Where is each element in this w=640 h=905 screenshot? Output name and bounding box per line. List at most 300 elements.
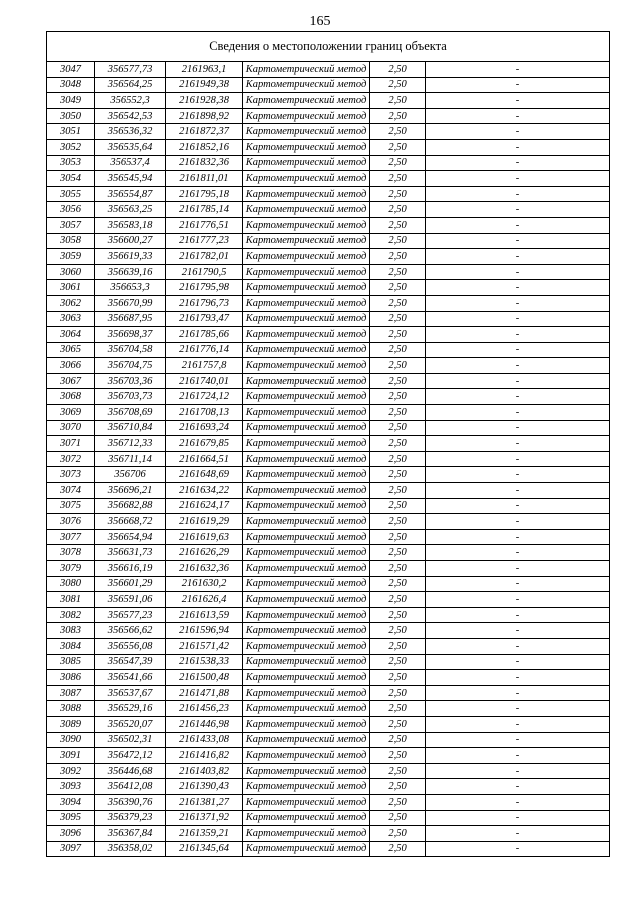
method-cell: Картометрический метод — [243, 202, 370, 218]
x-coordinate-cell: 356545,94 — [95, 171, 166, 187]
x-coordinate-cell: 356358,02 — [95, 841, 166, 857]
point-number-cell: 3076 — [47, 514, 95, 530]
y-coordinate-cell: 2161403,82 — [166, 763, 243, 779]
method-cell: Картометрический метод — [243, 498, 370, 514]
y-coordinate-cell: 2161708,13 — [166, 405, 243, 421]
description-cell: - — [426, 420, 610, 436]
point-number-cell: 3049 — [47, 93, 95, 109]
accuracy-cell: 2,50 — [370, 794, 426, 810]
x-coordinate-cell: 356703,73 — [95, 389, 166, 405]
accuracy-cell: 2,50 — [370, 93, 426, 109]
accuracy-cell: 2,50 — [370, 77, 426, 93]
point-number-cell: 3048 — [47, 77, 95, 93]
y-coordinate-cell: 2161626,4 — [166, 592, 243, 608]
point-number-cell: 3088 — [47, 701, 95, 717]
accuracy-cell: 2,50 — [370, 373, 426, 389]
x-coordinate-cell: 356639,16 — [95, 264, 166, 280]
accuracy-cell: 2,50 — [370, 841, 426, 857]
table-row — [47, 171, 610, 187]
accuracy-cell: 2,50 — [370, 139, 426, 155]
y-coordinate-cell: 2161785,66 — [166, 327, 243, 343]
description-cell: - — [426, 93, 610, 109]
accuracy-cell: 2,50 — [370, 826, 426, 842]
accuracy-cell: 2,50 — [370, 295, 426, 311]
x-coordinate-cell: 356698,37 — [95, 327, 166, 343]
table-row — [47, 654, 610, 670]
description-cell: - — [426, 295, 610, 311]
y-coordinate-cell: 2161679,85 — [166, 436, 243, 452]
description-cell: - — [426, 794, 610, 810]
point-number-cell: 3087 — [47, 685, 95, 701]
description-cell: - — [426, 249, 610, 265]
description-cell: - — [426, 670, 610, 686]
x-coordinate-cell: 356536,32 — [95, 124, 166, 140]
y-coordinate-cell: 2161664,51 — [166, 451, 243, 467]
x-coordinate-cell: 356520,07 — [95, 716, 166, 732]
point-number-cell: 3072 — [47, 451, 95, 467]
table-row — [47, 217, 610, 233]
x-coordinate-cell: 356535,64 — [95, 139, 166, 155]
table-row — [47, 483, 610, 499]
x-coordinate-cell: 356412,08 — [95, 779, 166, 795]
boundary-coordinates-table — [46, 31, 610, 857]
description-cell: - — [426, 810, 610, 826]
y-coordinate-cell: 2161359,21 — [166, 826, 243, 842]
y-coordinate-cell: 2161928,38 — [166, 93, 243, 109]
accuracy-cell: 2,50 — [370, 607, 426, 623]
method-cell: Картометрический метод — [243, 358, 370, 374]
x-coordinate-cell: 356710,84 — [95, 420, 166, 436]
table-row — [47, 280, 610, 296]
y-coordinate-cell: 2161619,29 — [166, 514, 243, 530]
table-row — [47, 592, 610, 608]
accuracy-cell: 2,50 — [370, 483, 426, 499]
point-number-cell: 3061 — [47, 280, 95, 296]
x-coordinate-cell: 356601,29 — [95, 576, 166, 592]
method-cell: Картометрический метод — [243, 607, 370, 623]
method-cell: Картометрический метод — [243, 295, 370, 311]
y-coordinate-cell: 2161898,92 — [166, 108, 243, 124]
point-number-cell: 3090 — [47, 732, 95, 748]
y-coordinate-cell: 2161619,63 — [166, 529, 243, 545]
point-number-cell: 3094 — [47, 794, 95, 810]
point-number-cell: 3082 — [47, 607, 95, 623]
y-coordinate-cell: 2161433,08 — [166, 732, 243, 748]
method-cell: Картометрический метод — [243, 342, 370, 358]
description-cell: - — [426, 171, 610, 187]
table-row — [47, 389, 610, 405]
y-coordinate-cell: 2161793,47 — [166, 311, 243, 327]
y-coordinate-cell: 2161446,98 — [166, 716, 243, 732]
x-coordinate-cell: 356687,95 — [95, 311, 166, 327]
table-row — [47, 716, 610, 732]
table-row — [47, 264, 610, 280]
description-cell: - — [426, 436, 610, 452]
description-cell: - — [426, 139, 610, 155]
point-number-cell: 3079 — [47, 561, 95, 577]
point-number-cell: 3055 — [47, 186, 95, 202]
y-coordinate-cell: 2161613,59 — [166, 607, 243, 623]
table-row — [47, 62, 610, 78]
description-cell: - — [426, 108, 610, 124]
x-coordinate-cell: 356367,84 — [95, 826, 166, 842]
description-cell: - — [426, 280, 610, 296]
x-coordinate-cell: 356591,06 — [95, 592, 166, 608]
y-coordinate-cell: 2161776,51 — [166, 217, 243, 233]
description-cell: - — [426, 451, 610, 467]
accuracy-cell: 2,50 — [370, 202, 426, 218]
y-coordinate-cell: 2161345,64 — [166, 841, 243, 857]
description-cell: - — [426, 826, 610, 842]
description-cell: - — [426, 373, 610, 389]
method-cell: Картометрический метод — [243, 716, 370, 732]
accuracy-cell: 2,50 — [370, 576, 426, 592]
description-cell: - — [426, 358, 610, 374]
point-number-cell: 3052 — [47, 139, 95, 155]
x-coordinate-cell: 356696,21 — [95, 483, 166, 499]
point-number-cell: 3054 — [47, 171, 95, 187]
point-number-cell: 3089 — [47, 716, 95, 732]
method-cell: Картометрический метод — [243, 654, 370, 670]
accuracy-cell: 2,50 — [370, 217, 426, 233]
x-coordinate-cell: 356537,67 — [95, 685, 166, 701]
method-cell: Картометрический метод — [243, 77, 370, 93]
point-number-cell: 3068 — [47, 389, 95, 405]
description-cell: - — [426, 467, 610, 483]
table-row — [47, 420, 610, 436]
y-coordinate-cell: 2161811,01 — [166, 171, 243, 187]
point-number-cell: 3057 — [47, 217, 95, 233]
y-coordinate-cell: 2161571,42 — [166, 638, 243, 654]
point-number-cell: 3047 — [47, 62, 95, 78]
table-row — [47, 77, 610, 93]
table-row — [47, 451, 610, 467]
method-cell: Картометрический метод — [243, 763, 370, 779]
method-cell: Картометрический метод — [243, 561, 370, 577]
accuracy-cell: 2,50 — [370, 389, 426, 405]
table-row — [47, 358, 610, 374]
description-cell: - — [426, 514, 610, 530]
point-number-cell: 3053 — [47, 155, 95, 171]
method-cell: Картометрический метод — [243, 373, 370, 389]
y-coordinate-cell: 2161782,01 — [166, 249, 243, 265]
y-coordinate-cell: 2161456,23 — [166, 701, 243, 717]
x-coordinate-cell: 356542,53 — [95, 108, 166, 124]
accuracy-cell: 2,50 — [370, 623, 426, 639]
x-coordinate-cell: 356682,88 — [95, 498, 166, 514]
table-row — [47, 576, 610, 592]
accuracy-cell: 2,50 — [370, 701, 426, 717]
x-coordinate-cell: 356619,33 — [95, 249, 166, 265]
table-row — [47, 93, 610, 109]
x-coordinate-cell: 356577,73 — [95, 62, 166, 78]
method-cell: Картометрический метод — [243, 483, 370, 499]
x-coordinate-cell: 356502,31 — [95, 732, 166, 748]
description-cell: - — [426, 498, 610, 514]
accuracy-cell: 2,50 — [370, 186, 426, 202]
y-coordinate-cell: 2161634,22 — [166, 483, 243, 499]
table-row — [47, 810, 610, 826]
description-cell: - — [426, 264, 610, 280]
table-row — [47, 779, 610, 795]
table-row — [47, 186, 610, 202]
x-coordinate-cell: 356704,75 — [95, 358, 166, 374]
point-number-cell: 3070 — [47, 420, 95, 436]
method-cell: Картометрический метод — [243, 171, 370, 187]
point-number-cell: 3078 — [47, 545, 95, 561]
x-coordinate-cell: 356541,66 — [95, 670, 166, 686]
method-cell: Картометрический метод — [243, 311, 370, 327]
description-cell: - — [426, 405, 610, 421]
y-coordinate-cell: 2161538,33 — [166, 654, 243, 670]
point-number-cell: 3083 — [47, 623, 95, 639]
x-coordinate-cell: 356446,68 — [95, 763, 166, 779]
point-number-cell: 3074 — [47, 483, 95, 499]
x-coordinate-cell: 356631,73 — [95, 545, 166, 561]
y-coordinate-cell: 2161371,92 — [166, 810, 243, 826]
accuracy-cell: 2,50 — [370, 545, 426, 561]
x-coordinate-cell: 356600,27 — [95, 233, 166, 249]
method-cell: Картометрический метод — [243, 249, 370, 265]
method-cell: Картометрический метод — [243, 93, 370, 109]
accuracy-cell: 2,50 — [370, 327, 426, 343]
point-number-cell: 3050 — [47, 108, 95, 124]
accuracy-cell: 2,50 — [370, 467, 426, 483]
point-number-cell: 3084 — [47, 638, 95, 654]
method-cell: Картометрический метод — [243, 389, 370, 405]
description-cell: - — [426, 327, 610, 343]
accuracy-cell: 2,50 — [370, 716, 426, 732]
table-row — [47, 233, 610, 249]
x-coordinate-cell: 356564,25 — [95, 77, 166, 93]
method-cell: Картометрический метод — [243, 623, 370, 639]
description-cell: - — [426, 342, 610, 358]
x-coordinate-cell: 356654,94 — [95, 529, 166, 545]
method-cell: Картометрический метод — [243, 748, 370, 764]
description-cell: - — [426, 592, 610, 608]
accuracy-cell: 2,50 — [370, 685, 426, 701]
point-number-cell: 3081 — [47, 592, 95, 608]
method-cell: Картометрический метод — [243, 794, 370, 810]
y-coordinate-cell: 2161648,69 — [166, 467, 243, 483]
method-cell: Картометрический метод — [243, 826, 370, 842]
description-cell: - — [426, 483, 610, 499]
method-cell: Картометрический метод — [243, 451, 370, 467]
accuracy-cell: 2,50 — [370, 670, 426, 686]
method-cell: Картометрический метод — [243, 732, 370, 748]
x-coordinate-cell: 356708,69 — [95, 405, 166, 421]
method-cell: Картометрический метод — [243, 62, 370, 78]
y-coordinate-cell: 2161390,43 — [166, 779, 243, 795]
table-row — [47, 342, 610, 358]
accuracy-cell: 2,50 — [370, 342, 426, 358]
table-row — [47, 841, 610, 857]
description-cell: - — [426, 732, 610, 748]
method-cell: Картометрический метод — [243, 155, 370, 171]
x-coordinate-cell: 356547,39 — [95, 654, 166, 670]
point-number-cell: 3063 — [47, 311, 95, 327]
x-coordinate-cell: 356706 — [95, 467, 166, 483]
description-cell: - — [426, 545, 610, 561]
method-cell: Картометрический метод — [243, 280, 370, 296]
point-number-cell: 3093 — [47, 779, 95, 795]
method-cell: Картометрический метод — [243, 701, 370, 717]
description-cell: - — [426, 62, 610, 78]
accuracy-cell: 2,50 — [370, 561, 426, 577]
point-number-cell: 3051 — [47, 124, 95, 140]
x-coordinate-cell: 356472,12 — [95, 748, 166, 764]
table-title: Сведения о местоположении границ объекта — [47, 32, 610, 62]
table-row — [47, 701, 610, 717]
boundary-table-frame — [46, 31, 609, 857]
point-number-cell: 3086 — [47, 670, 95, 686]
x-coordinate-cell: 356703,36 — [95, 373, 166, 389]
y-coordinate-cell: 2161740,01 — [166, 373, 243, 389]
description-cell: - — [426, 607, 610, 623]
description-cell: - — [426, 623, 610, 639]
method-cell: Картометрический метод — [243, 545, 370, 561]
table-row — [47, 748, 610, 764]
accuracy-cell: 2,50 — [370, 748, 426, 764]
description-cell: - — [426, 716, 610, 732]
table-row — [47, 467, 610, 483]
accuracy-cell: 2,50 — [370, 155, 426, 171]
table-row — [47, 498, 610, 514]
point-number-cell: 3096 — [47, 826, 95, 842]
accuracy-cell: 2,50 — [370, 280, 426, 296]
method-cell: Картометрический метод — [243, 186, 370, 202]
accuracy-cell: 2,50 — [370, 108, 426, 124]
table-row — [47, 108, 610, 124]
y-coordinate-cell: 2161777,23 — [166, 233, 243, 249]
method-cell: Картометрический метод — [243, 592, 370, 608]
accuracy-cell: 2,50 — [370, 529, 426, 545]
description-cell: - — [426, 638, 610, 654]
y-coordinate-cell: 2161724,12 — [166, 389, 243, 405]
description-cell: - — [426, 841, 610, 857]
x-coordinate-cell: 356556,08 — [95, 638, 166, 654]
x-coordinate-cell: 356552,3 — [95, 93, 166, 109]
method-cell: Картометрический метод — [243, 685, 370, 701]
x-coordinate-cell: 356712,33 — [95, 436, 166, 452]
method-cell: Картометрический метод — [243, 779, 370, 795]
table-row — [47, 732, 610, 748]
point-number-cell: 3091 — [47, 748, 95, 764]
description-cell: - — [426, 389, 610, 405]
method-cell: Картометрический метод — [243, 436, 370, 452]
table-row — [47, 295, 610, 311]
y-coordinate-cell: 2161776,14 — [166, 342, 243, 358]
method-cell: Картометрический метод — [243, 217, 370, 233]
description-cell: - — [426, 576, 610, 592]
accuracy-cell: 2,50 — [370, 264, 426, 280]
method-cell: Картометрический метод — [243, 810, 370, 826]
table-row — [47, 436, 610, 452]
accuracy-cell: 2,50 — [370, 779, 426, 795]
method-cell: Картометрический метод — [243, 233, 370, 249]
description-cell: - — [426, 529, 610, 545]
description-cell: - — [426, 561, 610, 577]
x-coordinate-cell: 356653,3 — [95, 280, 166, 296]
accuracy-cell: 2,50 — [370, 514, 426, 530]
point-number-cell: 3058 — [47, 233, 95, 249]
table-row — [47, 249, 610, 265]
point-number-cell: 3060 — [47, 264, 95, 280]
accuracy-cell: 2,50 — [370, 592, 426, 608]
accuracy-cell: 2,50 — [370, 420, 426, 436]
point-number-cell: 3071 — [47, 436, 95, 452]
table-row — [47, 670, 610, 686]
description-cell: - — [426, 233, 610, 249]
y-coordinate-cell: 2161796,73 — [166, 295, 243, 311]
method-cell: Картометрический метод — [243, 841, 370, 857]
page-number: 165 — [309, 14, 331, 29]
table-row — [47, 545, 610, 561]
accuracy-cell: 2,50 — [370, 654, 426, 670]
accuracy-cell: 2,50 — [370, 810, 426, 826]
table-row — [47, 124, 610, 140]
y-coordinate-cell: 2161795,18 — [166, 186, 243, 202]
y-coordinate-cell: 2161500,48 — [166, 670, 243, 686]
point-number-cell: 3062 — [47, 295, 95, 311]
description-cell: - — [426, 748, 610, 764]
x-coordinate-cell: 356537,4 — [95, 155, 166, 171]
y-coordinate-cell: 2161596,94 — [166, 623, 243, 639]
y-coordinate-cell: 2161632,36 — [166, 561, 243, 577]
accuracy-cell: 2,50 — [370, 763, 426, 779]
x-coordinate-cell: 356566,62 — [95, 623, 166, 639]
method-cell: Картометрический метод — [243, 467, 370, 483]
point-number-cell: 3067 — [47, 373, 95, 389]
method-cell: Картометрический метод — [243, 638, 370, 654]
table-row — [47, 794, 610, 810]
accuracy-cell: 2,50 — [370, 311, 426, 327]
accuracy-cell: 2,50 — [370, 498, 426, 514]
accuracy-cell: 2,50 — [370, 171, 426, 187]
method-cell: Картометрический метод — [243, 327, 370, 343]
description-cell: - — [426, 311, 610, 327]
y-coordinate-cell: 2161381,27 — [166, 794, 243, 810]
y-coordinate-cell: 2161949,38 — [166, 77, 243, 93]
y-coordinate-cell: 2161790,5 — [166, 264, 243, 280]
point-number-cell: 3066 — [47, 358, 95, 374]
table-title-row — [47, 32, 610, 62]
description-cell: - — [426, 77, 610, 93]
description-cell: - — [426, 186, 610, 202]
accuracy-cell: 2,50 — [370, 451, 426, 467]
y-coordinate-cell: 2161630,2 — [166, 576, 243, 592]
description-cell: - — [426, 701, 610, 717]
description-cell: - — [426, 202, 610, 218]
y-coordinate-cell: 2161852,16 — [166, 139, 243, 155]
x-coordinate-cell: 356379,23 — [95, 810, 166, 826]
point-number-cell: 3069 — [47, 405, 95, 421]
x-coordinate-cell: 356390,76 — [95, 794, 166, 810]
point-number-cell: 3077 — [47, 529, 95, 545]
accuracy-cell: 2,50 — [370, 124, 426, 140]
accuracy-cell: 2,50 — [370, 638, 426, 654]
x-coordinate-cell: 356616,19 — [95, 561, 166, 577]
y-coordinate-cell: 2161471,88 — [166, 685, 243, 701]
point-number-cell: 3097 — [47, 841, 95, 857]
y-coordinate-cell: 2161795,98 — [166, 280, 243, 296]
x-coordinate-cell: 356563,25 — [95, 202, 166, 218]
description-cell: - — [426, 155, 610, 171]
description-cell: - — [426, 779, 610, 795]
y-coordinate-cell: 2161416,82 — [166, 748, 243, 764]
x-coordinate-cell: 356554,87 — [95, 186, 166, 202]
accuracy-cell: 2,50 — [370, 436, 426, 452]
